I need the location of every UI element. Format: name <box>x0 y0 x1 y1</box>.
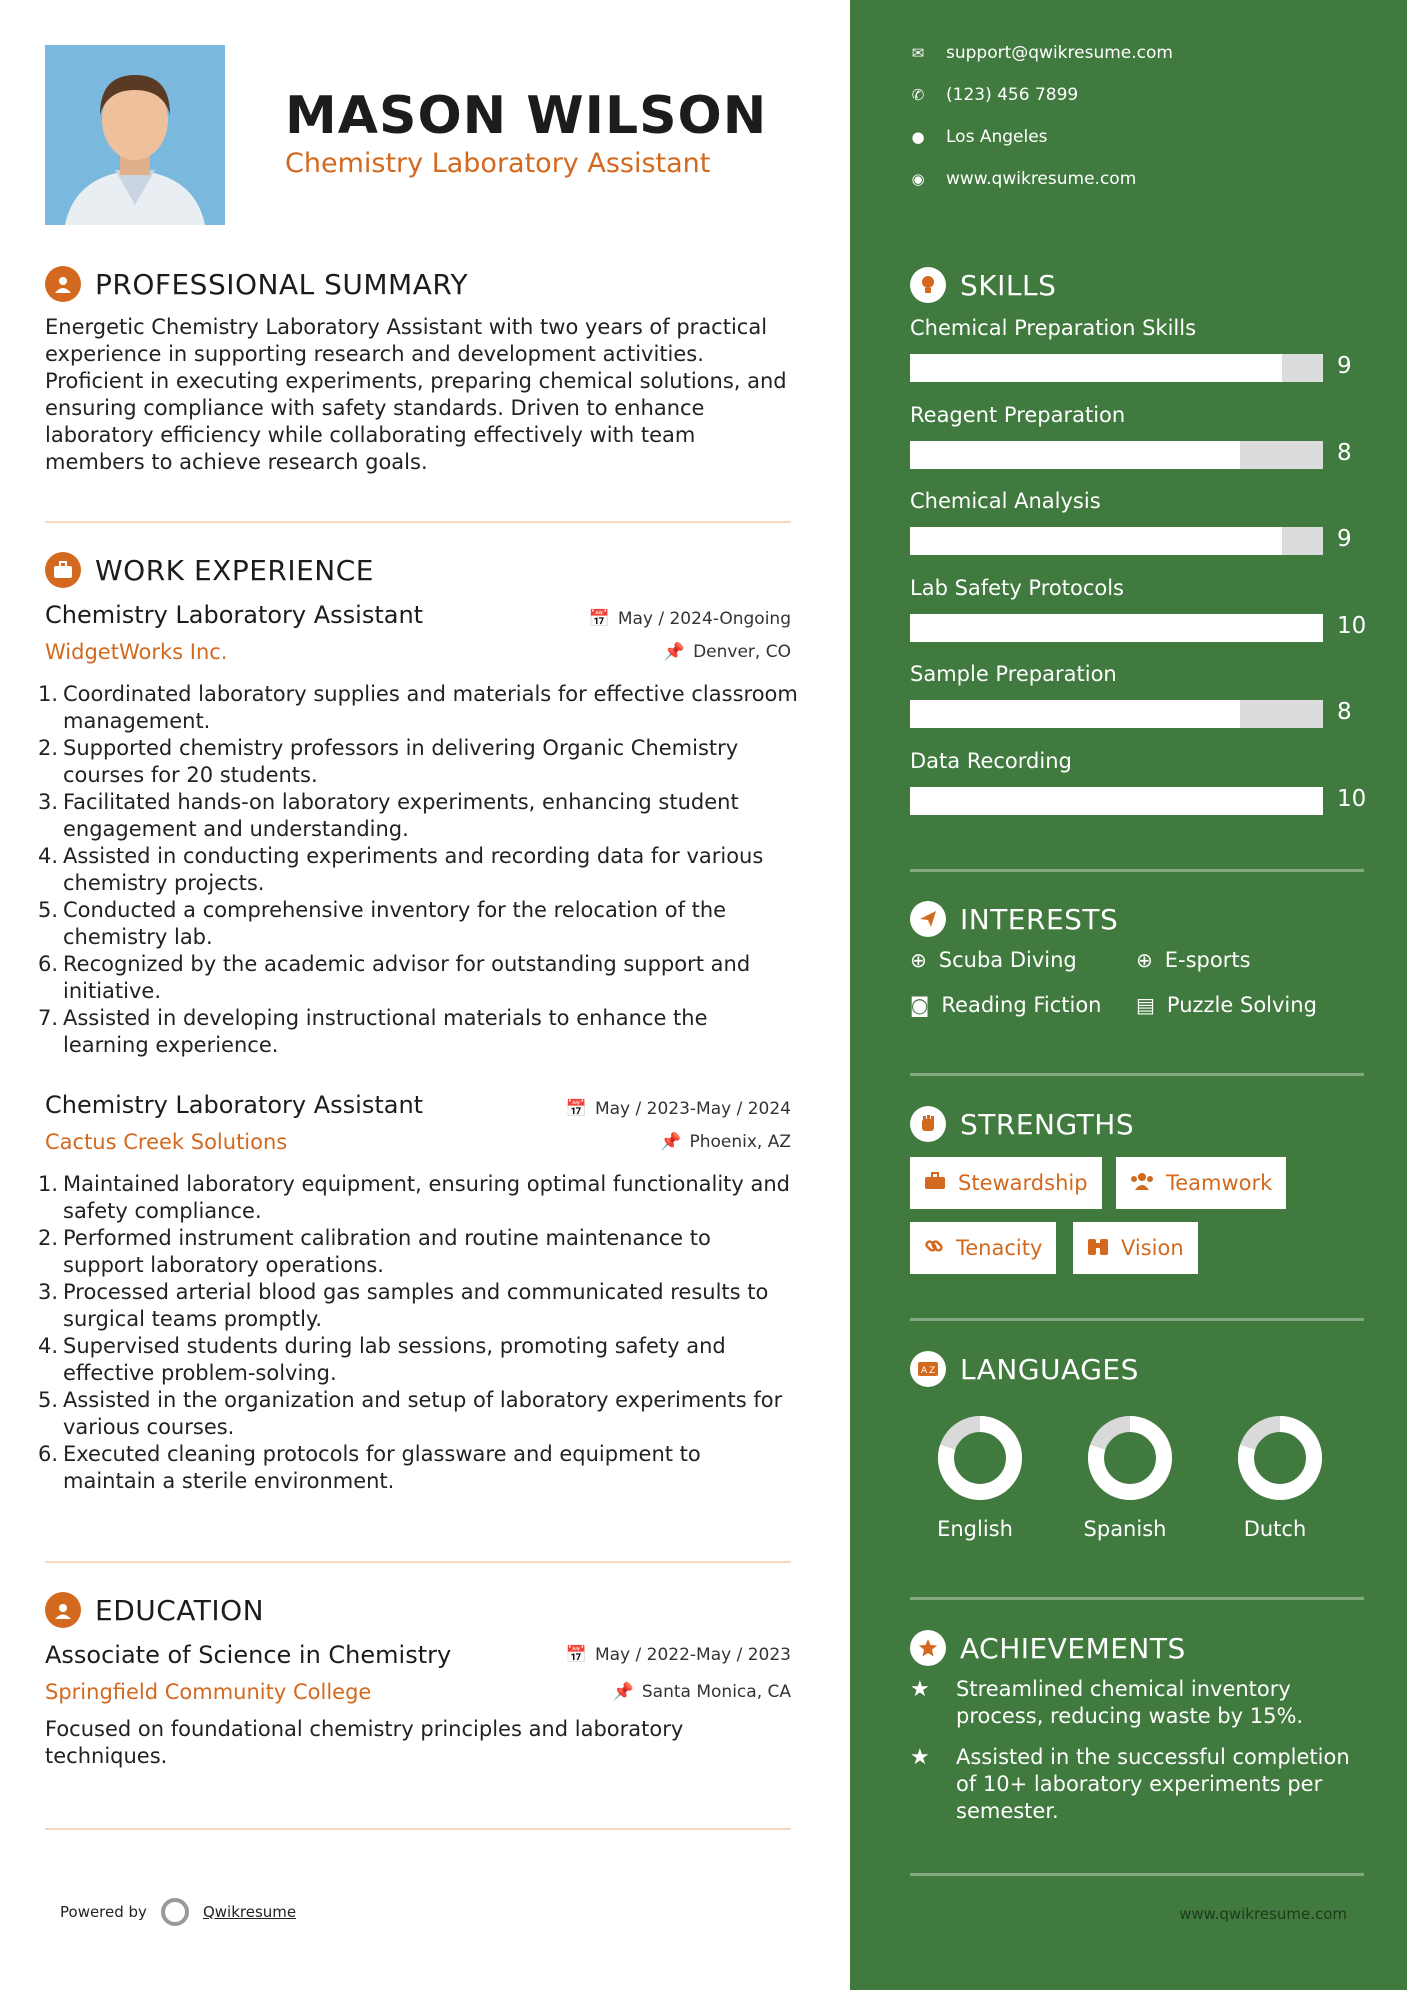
skill-value: 8 <box>1337 699 1352 725</box>
skill-name: Chemical Preparation Skills <box>910 316 1197 340</box>
svg-text:A: A <box>921 1366 928 1376</box>
interests-title: INTERESTS <box>960 902 1119 936</box>
interest-item <box>1136 948 1251 972</box>
briefcase-icon <box>924 1171 946 1195</box>
skill-name: Lab Safety Protocols <box>910 575 1124 600</box>
footer-website[interactable]: www.qwikresume.com <box>1179 1905 1347 1923</box>
section-divider <box>910 1073 1364 1076</box>
skill-name: Chemical Analysis <box>910 489 1101 513</box>
strength-label: Teamwork <box>1166 1171 1273 1195</box>
star-icon: ★ <box>910 1677 930 1702</box>
skill-bar-fill <box>910 700 1240 728</box>
skill-bar <box>910 354 1323 382</box>
list-item: 6. Recognized by the academic advisor for outstanding support and initiative. <box>38 952 751 1003</box>
powered-by-label: Powered by <box>60 1903 147 1921</box>
skill-bar-fill <box>910 787 1323 815</box>
strength-chip <box>910 1222 1056 1274</box>
list-item: 3. Processed arterial blood gas samples and communicated results to surgical teams promptly. <box>38 1280 769 1331</box>
strengths-heading <box>910 1106 1134 1142</box>
pin-icon: 📌 <box>660 1132 682 1152</box>
contact-website-text: www.qwikresume.com <box>946 169 1137 189</box>
language-name: English <box>937 1517 1013 1541</box>
powered-by <box>60 1898 296 1926</box>
job-date-text: May / 2023-May / 2024 <box>594 1099 791 1119</box>
languages-title: LANGUAGES <box>960 1352 1139 1386</box>
skill-value: 10 <box>1337 612 1367 639</box>
contact-phone[interactable] <box>910 85 1078 105</box>
job-date <box>589 609 791 629</box>
user-icon <box>45 266 81 302</box>
job-location <box>664 642 791 662</box>
education-heading <box>45 1592 264 1628</box>
education-location <box>613 1682 791 1702</box>
paper-plane-icon <box>910 901 946 937</box>
list-item: 5. Assisted in the organization and setup of laboratory experiments for various courses. <box>38 1388 783 1439</box>
interest-item <box>910 993 1101 1017</box>
section-divider <box>910 1318 1364 1321</box>
skill-bar-fill <box>910 441 1240 469</box>
star-badge-icon <box>910 1630 946 1666</box>
link-icon <box>924 1236 944 1261</box>
language-donut <box>930 1413 1030 1507</box>
interest-label: Scuba Diving <box>938 948 1077 972</box>
skill-value: 9 <box>1337 526 1352 552</box>
strengths-title: STRENGTHS <box>960 1107 1135 1141</box>
achievements-title: ACHIEVEMENTS <box>960 1631 1186 1665</box>
job-duties <box>38 681 798 1059</box>
skill-bar <box>910 700 1323 728</box>
skill-bar <box>910 614 1323 642</box>
job-date-text: May / 2024-Ongoing <box>617 609 791 629</box>
interest-label: E-sports <box>1164 948 1251 972</box>
job-company: Cactus Creek Solutions <box>45 1130 288 1154</box>
list-item: 6. Executed cleaning protocols for glassware and equipment to maintain a sterile environment. <box>38 1442 701 1493</box>
skill-bar <box>910 787 1323 815</box>
list-item: 3. Facilitated hands-on laboratory experiments, enhancing student engagement and understanding. <box>38 790 739 841</box>
skill-bar <box>910 441 1323 469</box>
language-icon <box>910 1351 946 1387</box>
skill-value: 9 <box>1337 353 1352 379</box>
achievements-heading <box>910 1630 1186 1666</box>
language-name: Dutch <box>1243 1517 1307 1541</box>
summary-text: Energetic Chemistry Laboratory Assistant with two years of practical experience in supporting research and development activities. Proficient in executing experiments, preparing chemical solutions, and ensuring compliance with safety standards. Driven to enhance laboratory efficiency while collaborating effectively with team members to achieve research goals. <box>45 315 787 474</box>
section-divider <box>910 1873 1364 1876</box>
strength-label: Tenacity <box>956 1236 1043 1260</box>
summary-heading <box>45 266 468 302</box>
achievement-text: Streamlined chemical inventory process, reducing waste by 15%. <box>956 1677 1304 1728</box>
skill-value: 10 <box>1337 785 1367 812</box>
contact-email[interactable] <box>910 43 1173 63</box>
list-item: 1. Coordinated laboratory supplies and materials for effective classroom management. <box>38 682 798 733</box>
education-title: EDUCATION <box>95 1593 265 1627</box>
degree-title: Associate of Science in Chemistry <box>45 1641 452 1669</box>
map-pin-icon: ● <box>911 128 925 146</box>
contact-email-text: support@qwikresume.com <box>946 43 1173 63</box>
job-title: Chemistry Laboratory Assistant <box>45 1091 424 1119</box>
education-date-text: May / 2022-May / 2023 <box>594 1645 791 1665</box>
interests-heading <box>910 901 1118 937</box>
work-heading <box>45 552 374 588</box>
brand-link[interactable]: Qwikresume <box>202 1903 297 1921</box>
list-item: 4. Supervised students during lab sessions, promoting safety and effective problem-solving. <box>38 1334 726 1385</box>
achievement-item <box>910 1744 1350 1825</box>
candidate-name: MASON WILSON <box>285 86 768 146</box>
language-name: Spanish <box>1083 1517 1167 1541</box>
list-item: 7. Assisted in developing instructional materials to enhance the learning experience. <box>38 1006 708 1057</box>
education-description: Focused on foundational chemistry principles and laboratory techniques. <box>45 1717 684 1768</box>
skill-bar <box>910 527 1323 555</box>
language-donut <box>1080 1413 1180 1507</box>
contact-location <box>910 127 1048 147</box>
list-item: 2. Supported chemistry professors in delivering Organic Chemistry courses for 20 students. <box>38 736 739 787</box>
job-company: WidgetWorks Inc. <box>45 640 228 664</box>
skill-name: Sample Preparation <box>910 662 1117 686</box>
fist-icon <box>910 1106 946 1142</box>
globe-icon: ◉ <box>911 170 925 188</box>
binoculars-icon <box>1087 1236 1109 1261</box>
strength-chip <box>910 1157 1102 1209</box>
job-title: Chemistry Laboratory Assistant <box>45 601 424 629</box>
interest-item <box>910 948 1077 972</box>
achievement-item <box>910 1676 1350 1730</box>
pin-icon: 📌 <box>612 1682 634 1702</box>
language-donut <box>1230 1413 1330 1507</box>
briefcase-icon <box>45 552 81 588</box>
strength-chip <box>1073 1222 1198 1274</box>
interest-label: Reading Fiction <box>941 993 1102 1017</box>
work-title: WORK EXPERIENCE <box>95 553 374 587</box>
pin-icon: 📌 <box>663 642 686 662</box>
list-item: 1. Maintained laboratory equipment, ensuring optimal functionality and safety compliance. <box>38 1172 791 1223</box>
svg-text:Z: Z <box>929 1366 936 1376</box>
users-icon <box>1130 1171 1154 1195</box>
sidebar <box>850 0 1407 1990</box>
education-location-text: Santa Monica, CA <box>641 1682 791 1702</box>
candidate-role: Chemistry Laboratory Assistant <box>285 148 711 179</box>
skills-title: SKILLS <box>960 268 1057 302</box>
skills-heading <box>910 267 1056 303</box>
job-location <box>660 1132 791 1152</box>
skill-name: Data Recording <box>910 748 1072 773</box>
life-ring-icon: ⊕ <box>1136 948 1153 972</box>
section-divider <box>45 1561 791 1563</box>
graduation-icon <box>45 1592 81 1628</box>
calendar-icon: 📅 <box>588 609 610 629</box>
gamepad-icon: ◙ <box>910 993 930 1017</box>
achievement-text: Assisted in the successful completion of 10+ laboratory experiments per semester. <box>956 1745 1350 1823</box>
calendar-icon: 📅 <box>565 1099 587 1119</box>
skill-name: Reagent Preparation <box>910 402 1126 427</box>
list-item: 5. Conducted a comprehensive inventory for the relocation of the chemistry lab. <box>38 898 727 949</box>
section-divider <box>45 521 791 523</box>
education-date <box>566 1645 791 1665</box>
phone-icon: ✆ <box>911 86 925 104</box>
strength-label: Stewardship <box>958 1171 1088 1195</box>
skill-bar-fill <box>910 614 1323 642</box>
job-duties <box>38 1171 798 1495</box>
qwikresume-logo-icon <box>161 1898 189 1926</box>
job-date <box>566 1099 791 1119</box>
job-location-text: Denver, CO <box>693 642 791 662</box>
section-divider <box>45 1828 791 1830</box>
calendar-icon: 📅 <box>565 1645 587 1665</box>
section-divider <box>910 1597 1364 1600</box>
life-ring-icon: ⊕ <box>910 948 927 972</box>
list-item: 2. Performed instrument calibration and routine maintenance to support laboratory operations. <box>38 1226 711 1277</box>
languages-heading <box>910 1351 1139 1387</box>
profile-photo <box>45 45 225 225</box>
star-icon: ★ <box>910 1745 930 1770</box>
skill-bar-fill <box>910 527 1282 555</box>
envelope-icon: ✉ <box>911 44 925 62</box>
list-item: 4. Assisted in conducting experiments and recording data for various chemistry projects. <box>38 844 764 895</box>
contact-website[interactable] <box>910 169 1136 189</box>
job-location-text: Phoenix, AZ <box>689 1132 791 1152</box>
skill-bar-fill <box>910 354 1282 382</box>
lightbulb-icon <box>910 267 946 303</box>
skill-value: 8 <box>1337 439 1352 466</box>
book-icon: ▤ <box>1136 993 1155 1017</box>
strength-label: Vision <box>1121 1236 1184 1260</box>
summary-title: PROFESSIONAL SUMMARY <box>95 267 469 301</box>
contact-location-text: Los Angeles <box>946 127 1048 147</box>
interest-label: Puzzle Solving <box>1166 993 1317 1017</box>
interest-item <box>1136 993 1317 1017</box>
strength-chip <box>1116 1157 1286 1209</box>
section-divider <box>910 869 1364 872</box>
school-name: Springfield Community College <box>45 1680 372 1704</box>
contact-phone-text: (123) 456 7899 <box>946 85 1079 105</box>
